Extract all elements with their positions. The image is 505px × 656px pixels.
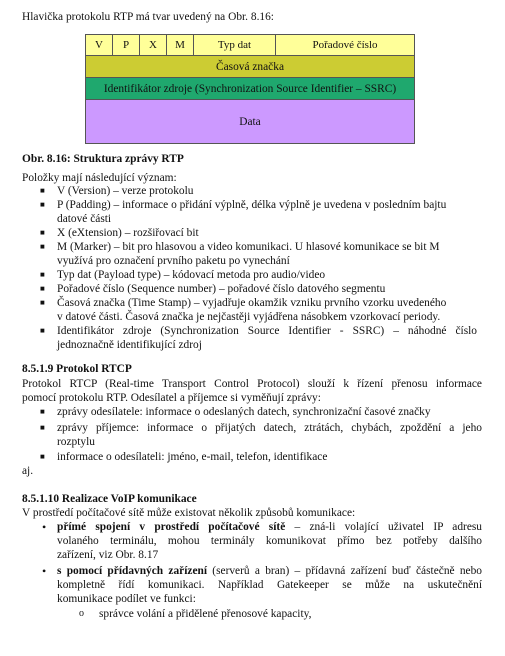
field-data: Data bbox=[85, 100, 415, 144]
bullet-icon: ■ bbox=[40, 423, 45, 432]
field-x: X bbox=[140, 35, 167, 55]
bullet-icon: • bbox=[42, 564, 47, 578]
bullet-icon: ■ bbox=[40, 270, 45, 279]
list-item: P (Padding) – informace o přidání výplně, délka výplně je uvedena v posledním bajtu bbox=[57, 199, 447, 211]
list-item-cont: kompletně řídí komunikaci. Například Gatekeeper se může na uskutečnění bbox=[57, 579, 482, 591]
field-v: V bbox=[86, 35, 113, 55]
bullet-icon: ■ bbox=[40, 242, 45, 251]
list-item-text: – zná-li volající uživatel IP adresu bbox=[285, 521, 483, 533]
field-payload-type: Typ dat bbox=[194, 35, 276, 55]
list-item-cont: datové části bbox=[57, 213, 112, 225]
list-item-cont: zařízení, viz Obr. 8.17 bbox=[57, 549, 159, 561]
bullet-icon: ■ bbox=[40, 407, 45, 416]
list-item-cont: jednoznačně identifikující zdroj bbox=[57, 339, 202, 351]
list-item-bold: přímé spojení v prostředí počítačové sítě bbox=[57, 521, 286, 533]
sub-list-item: správce volání a přidělené přenosové kapacity, bbox=[99, 608, 312, 620]
list-item-cont: rozptylu bbox=[57, 436, 95, 448]
field-sequence-number: Pořadové číslo bbox=[312, 39, 378, 51]
bullet-icon: • bbox=[42, 520, 47, 534]
list-item: X (eXtension) – rozšiřovací bit bbox=[57, 227, 199, 239]
list-item-bold: s pomocí přídavných zařízení bbox=[57, 565, 207, 577]
items-intro: Položky mají následující význam: bbox=[22, 172, 177, 184]
bullet-icon: ■ bbox=[40, 284, 45, 293]
bullet-icon: ■ bbox=[40, 200, 45, 209]
list-item-cont: komunikace podílet ve funkci: bbox=[57, 593, 196, 605]
figure-caption: Obr. 8.16: Struktura zprávy RTP bbox=[22, 153, 184, 165]
list-item: Časová značka (Time Stamp) – vyjadřuje okamžik vzniku prvního vzorku uvedeného bbox=[57, 297, 447, 309]
rtp-row-flags bbox=[85, 34, 415, 56]
field-timestamp: Časová značka bbox=[85, 56, 415, 78]
list-item: Identifikátor zdroje (Synchronization Source Identifier - SSRC) – náhodné číslo bbox=[57, 325, 477, 337]
list-item: V (Version) – verze protokolu bbox=[57, 185, 194, 197]
list-item: M (Marker) – bit pro hlasovou a video komunikaci. U hlasové komunikace se bit M bbox=[57, 241, 440, 253]
bullet-icon: ■ bbox=[40, 228, 45, 237]
paragraph-tail: aj. bbox=[22, 465, 34, 477]
paragraph-line: V prostředí počítačové sítě může existovat několik způsobů komunikace: bbox=[22, 507, 356, 519]
list-item: Pořadové číslo (Sequence number) – pořadové číslo datového segmentu bbox=[57, 283, 386, 295]
bullet-icon: ■ bbox=[40, 452, 45, 461]
circle-bullet-icon: o bbox=[79, 608, 84, 619]
list-item bbox=[57, 520, 482, 534]
list-item-text: (serverů a bran) – přídavná zařízení buď částečně nebo bbox=[207, 565, 482, 577]
paragraph-line: pomocí protokolu RTP. Odesílatel a příjemce si vyměňují zprávy: bbox=[22, 392, 321, 404]
list-item-cont: v datové části. Časová značka je nejčastěji vyjádřena násobkem vzorkovací periody. bbox=[57, 311, 441, 323]
list-item bbox=[57, 564, 482, 578]
intro-text: Hlavička protokolu RTP má tvar uvedený na Obr. 8.16: bbox=[22, 11, 274, 23]
field-p: P bbox=[113, 35, 140, 55]
section-heading-rtcp: 8.5.1.9 Protokol RTCP bbox=[22, 363, 132, 375]
bullet-icon: ■ bbox=[40, 298, 45, 307]
field-ssrc: Identifikátor zdroje (Synchronization Source Identifier – SSRC) bbox=[85, 78, 415, 100]
bullet-icon: ■ bbox=[40, 186, 45, 195]
list-item: Typ dat (Payload type) – kódovací metoda pro audio/video bbox=[57, 269, 326, 281]
field-m: M bbox=[167, 35, 194, 55]
list-item: informace o odesílateli: jméno, e-mail, telefon, identifikace bbox=[57, 451, 328, 463]
bullet-icon: ■ bbox=[40, 326, 45, 335]
section-heading-voip: 8.5.1.10 Realizace VoIP komunikace bbox=[22, 493, 197, 505]
list-item-cont: volaného terminálu, mohou terminály komunikovat přímo bez potřeby dalšího bbox=[57, 535, 482, 547]
list-item-cont: využívá pro označení prvního paketu po vynechání bbox=[57, 255, 290, 267]
list-item: zprávy odesílatele: informace o odeslaných datech, synchronizační časové značky bbox=[57, 406, 431, 418]
rtp-header-diagram bbox=[85, 34, 415, 144]
list-item: zprávy příjemce: informace o přijatých datech, ztrátách, chybách, zpoždění a jeho bbox=[57, 422, 482, 434]
paragraph-line: Protokol RTCP (Real-time Transport Control Protocol) slouží k řízení přenosu informace bbox=[22, 378, 482, 390]
